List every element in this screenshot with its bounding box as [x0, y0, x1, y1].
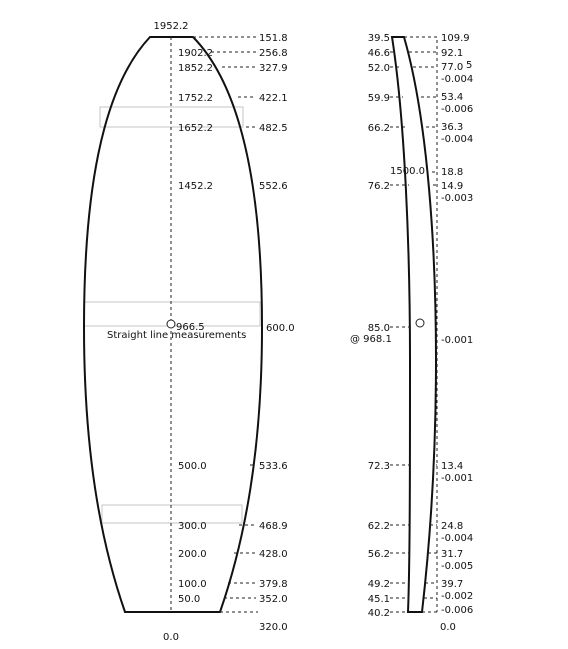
plan-station-label: 200.0 [178, 549, 207, 560]
profile-left-value: 85.0 [367, 323, 390, 334]
profile-left-guides [390, 52, 410, 612]
profile-view [350, 33, 473, 633]
profile-left-value: 45.1 [367, 594, 390, 605]
plan-width-label: 379.8 [259, 579, 288, 590]
plan-view [84, 21, 295, 643]
profile-tail-label: 0.0 [440, 622, 456, 633]
center-marker [167, 320, 175, 328]
plan-center-note: Straight line measurements [107, 330, 247, 341]
profile-left-value: 46.6 [367, 48, 390, 59]
profile-right-value: 92.1 [441, 48, 464, 59]
profile-left-value: 39.5 [367, 33, 390, 44]
profile-right-value: -0.001 [441, 335, 474, 346]
profile-thickness-station: @ 968.1 [350, 334, 392, 345]
profile-left-value: 52.0 [367, 63, 390, 74]
plan-tail-width: 320.0 [259, 622, 288, 633]
profile-left-value: 40.2 [367, 608, 390, 619]
profile-right-value: 36.3 [441, 122, 464, 133]
plan-station-label: 100.0 [178, 579, 207, 590]
plan-tail-station: 0.0 [163, 632, 179, 643]
profile-left-value: 76.2 [367, 181, 390, 192]
profile-right-value: 14.9 [441, 181, 464, 192]
profile-right-value: -0.006 [441, 104, 474, 115]
profile-right-value: -0.004 [441, 74, 474, 85]
plan-width-label: 422.1 [259, 93, 288, 104]
profile-left-value: 49.2 [367, 579, 390, 590]
profile-right-value: 18.8 [441, 167, 464, 178]
profile-edge-fragment: 5 [466, 60, 473, 71]
plan-width-label: 256.8 [259, 48, 288, 59]
plan-width-label: 352.0 [259, 594, 288, 605]
plan-width-label: 600.0 [266, 323, 295, 334]
plan-width-label: 428.0 [259, 549, 288, 560]
plan-nose-station: 1952.2 [153, 21, 189, 32]
profile-right-value: 31.7 [441, 549, 464, 560]
profile-left-value: 62.2 [367, 521, 390, 532]
profile-max-station: 1500.0 [390, 166, 425, 177]
band-lower [102, 505, 242, 523]
plan-station-label: 1652.2 [178, 123, 213, 134]
plan-center-station: 966.5 [176, 322, 205, 333]
plan-station-label: 50.0 [178, 594, 201, 605]
profile-right-value: -0.003 [441, 193, 474, 204]
plan-width-label: 533.6 [259, 461, 288, 472]
plan-width-label: 482.5 [259, 123, 288, 134]
profile-right-value: -0.004 [441, 533, 474, 544]
profile-right-value: -0.001 [441, 473, 474, 484]
profile-right-value: -0.005 [441, 561, 474, 572]
max-thickness-marker [416, 319, 424, 327]
plan-station-label: 1852.2 [178, 63, 213, 74]
profile-left-value: 72.3 [367, 461, 390, 472]
plan-station-label: 1452.2 [178, 181, 213, 192]
profile-right-value: 39.7 [441, 579, 464, 590]
profile-right-value: -0.006 [441, 605, 474, 616]
plan-station-label: 500.0 [178, 461, 207, 472]
profile-outline [392, 37, 436, 612]
plan-tip-width: 151.8 [259, 33, 288, 44]
profile-left-value: 59.9 [367, 93, 390, 104]
profile-left-value: 66.2 [367, 123, 390, 134]
profile-right-value: 13.4 [441, 461, 464, 472]
plan-station-label: 300.0 [178, 521, 207, 532]
plan-station-label: 1752.2 [178, 93, 213, 104]
plan-width-label: 552.6 [259, 181, 288, 192]
profile-right-value: 77.0 [441, 62, 464, 73]
profile-right-value: -0.002 [441, 591, 474, 602]
profile-right-value: -0.004 [441, 134, 474, 145]
profile-right-value: 109.9 [441, 33, 470, 44]
profile-right-value: 24.8 [441, 521, 464, 532]
profile-left-value: 56.2 [367, 549, 390, 560]
plan-width-label: 327.9 [259, 63, 288, 74]
profile-right-value: 53.4 [441, 92, 464, 103]
plan-width-label: 468.9 [259, 521, 288, 532]
plan-station-label: 1902.2 [178, 48, 213, 59]
